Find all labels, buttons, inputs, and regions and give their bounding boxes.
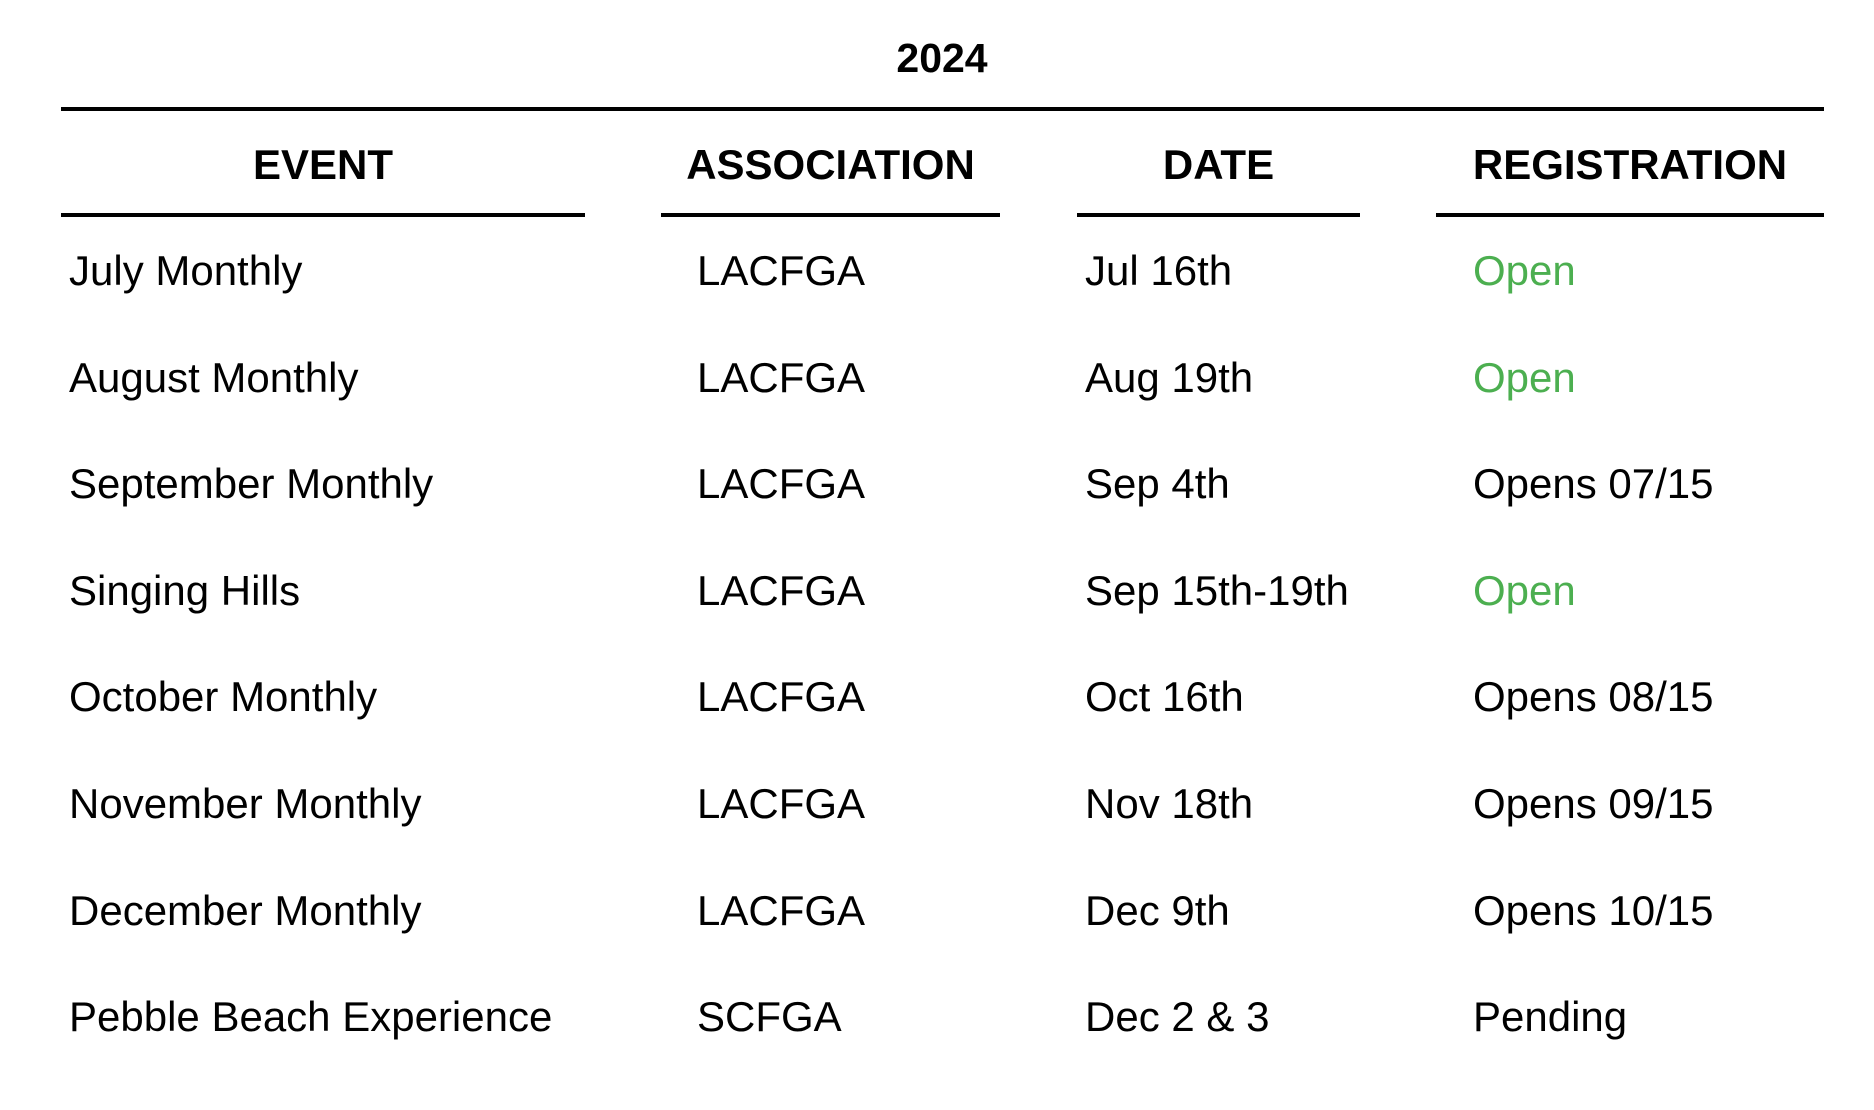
table-row: [0, 667, 1874, 727]
column-header-date: DATE: [1162, 141, 1275, 188]
event-date: Nov 18th: [1085, 780, 1254, 827]
registration-status: Opens 10/15: [1473, 886, 1714, 934]
title-divider: [61, 107, 1824, 111]
association-name: LACFGA: [697, 247, 866, 294]
registration-status: Opens 07/15: [1473, 460, 1714, 508]
registration-status: Opens 09/15: [1473, 780, 1714, 827]
event-name: Pebble Beach Experience: [69, 993, 553, 1041]
registration-status: Opens 08/15: [1473, 673, 1714, 721]
event-name: October Monthly: [69, 673, 378, 721]
event-name: September Monthly: [69, 460, 434, 508]
column-divider-registration: [1436, 213, 1824, 217]
table-row: [0, 454, 1874, 514]
event-name: Singing Hills: [69, 566, 301, 614]
table-row: [0, 241, 1874, 301]
event-name: November Monthly: [69, 780, 422, 827]
registration-status: Open: [1473, 566, 1576, 614]
event-date: Sep 15th-19th: [1085, 566, 1349, 614]
table-row: [0, 774, 1874, 834]
column-header-registration: REGISTRATION: [1472, 141, 1788, 188]
event-date: Oct 16th: [1085, 673, 1244, 721]
table-row: [0, 987, 1874, 1047]
event-date: Dec 9th: [1085, 886, 1230, 934]
table-row: [0, 881, 1874, 941]
event-date: Sep 4th: [1085, 460, 1230, 508]
event-name: August Monthly: [69, 353, 359, 401]
association-name: LACFGA: [697, 566, 866, 614]
column-header-association: ASSOCIATION: [686, 141, 975, 188]
column-divider-association: [661, 213, 1000, 217]
association-name: LACFGA: [697, 673, 866, 721]
page-title: 2024: [896, 35, 988, 81]
registration-status: Open: [1473, 247, 1576, 294]
table-row: [0, 561, 1874, 621]
association-name: LACFGA: [697, 886, 866, 934]
event-date: Jul 16th: [1085, 247, 1233, 294]
event-name: December Monthly: [69, 886, 422, 934]
event-date: Aug 19th: [1085, 353, 1254, 401]
column-divider-event: [61, 213, 585, 217]
column-header-event: EVENT: [252, 141, 394, 188]
association-name: LACFGA: [697, 460, 866, 508]
event-date: Dec 2 & 3: [1085, 993, 1270, 1041]
association-name: LACFGA: [697, 353, 866, 401]
association-name: LACFGA: [697, 780, 866, 827]
table-row: [0, 348, 1874, 408]
column-divider-date: [1077, 213, 1360, 217]
event-name: July Monthly: [69, 247, 303, 294]
registration-status: Pending: [1473, 993, 1628, 1041]
registration-status: Open: [1473, 353, 1576, 401]
association-name: SCFGA: [697, 993, 842, 1041]
